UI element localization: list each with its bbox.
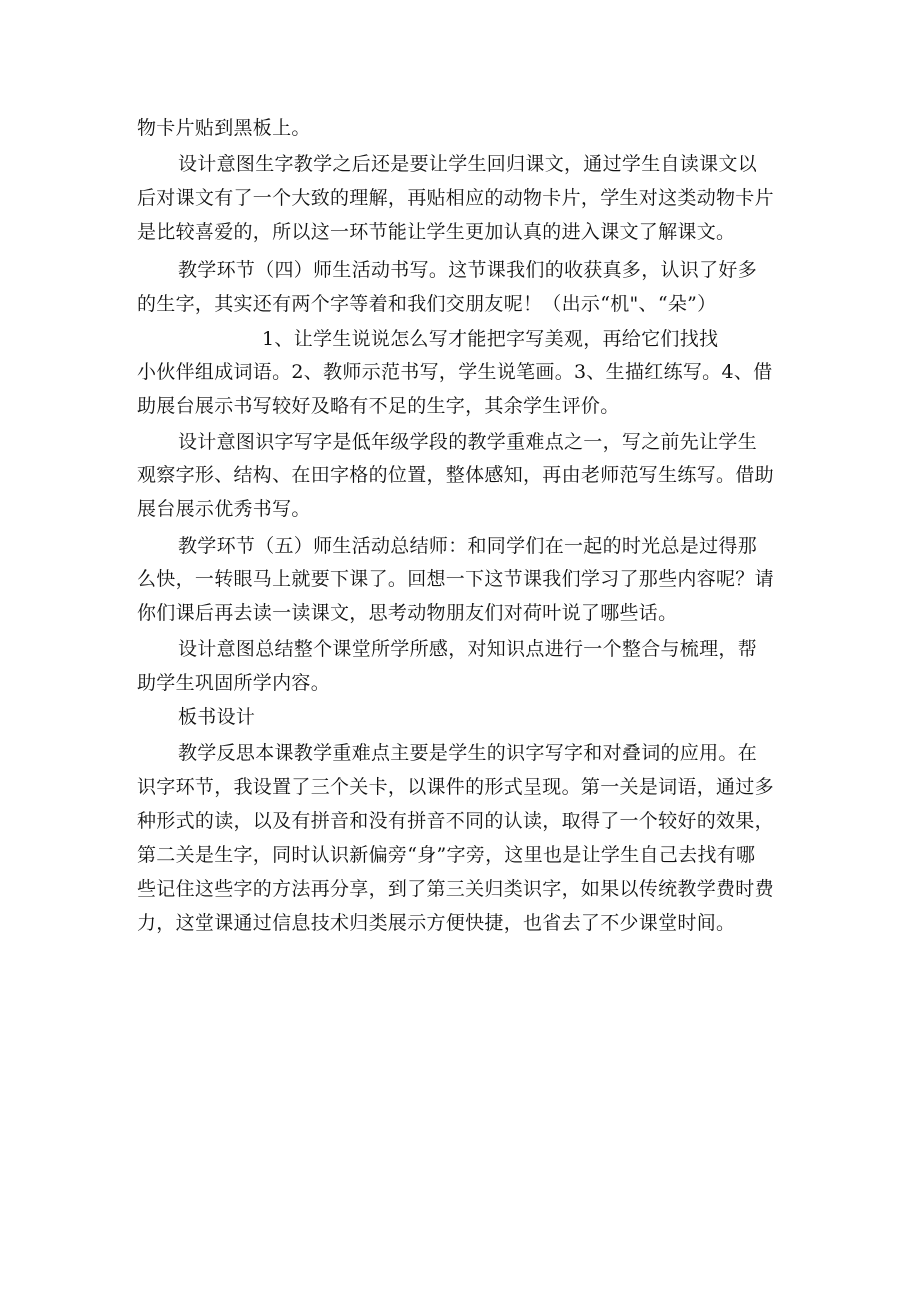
text-line: 后对课文有了一个大致的理解，再贴相应的动物卡片，学生对这类动物卡片 bbox=[137, 187, 774, 209]
text-line: 的生字，其实还有两个字等着和我们交朋友呢！（出示“机"、“朵”） bbox=[137, 293, 717, 315]
paragraph-design-intent-1: 设计意图生字教学之后还是要让学生回归课文，通过学生自读课文以 bbox=[178, 153, 758, 175]
text-line: 观察字形、结构、在田字格的位置，整体感知，再由老师范写生练写。借助 bbox=[137, 464, 774, 486]
paragraph-teaching-step-4: 教学环节（四）师生活动书写。这节课我们的收获真多，认识了好多 bbox=[178, 259, 758, 281]
paragraph-teaching-step-5: 教学环节（五）师生活动总结师：和同学们在一起的时光总是过得那 bbox=[178, 535, 758, 557]
text-line: 助学生巩固所学内容。 bbox=[137, 672, 331, 694]
paragraph-teaching-reflection: 教学反思本课教学重难点主要是学生的识字写字和对叠词的应用。在 bbox=[178, 742, 758, 764]
text-line: 物卡片贴到黑板上。 bbox=[137, 117, 311, 139]
text-line: 助展台展示书写较好及略有不足的生字，其余学生评价。 bbox=[137, 395, 620, 417]
text-line: 你们课后再去读一读课文，思考动物朋友们对荷叶说了哪些话。 bbox=[137, 602, 678, 624]
text-line: 些记住这些字的方法再分享，到了第三关归类识字，如果以传统教学费时费 bbox=[137, 878, 774, 900]
text-line: 展台展示优秀书写。 bbox=[137, 498, 311, 520]
text-line: 么快，一转眼马上就要下课了。回想一下这节课我们学习了那些内容呢？请 bbox=[137, 568, 774, 590]
text-line: 1、让学生说说怎么写才能把字写美观，再给它们找找 bbox=[262, 328, 719, 350]
text-line: 种形式的读，以及有拼音和没有拼音不同的认读，取得了一个较好的效果， bbox=[137, 810, 774, 832]
text-line: 识字环节，我设置了三个关卡，以课件的形式呈现。第一关是词语，通过多 bbox=[137, 776, 774, 798]
text-line: 第二关是生字，同时认识新偏旁“身”字旁，这里也是让学生自己去找有哪 bbox=[137, 844, 756, 866]
paragraph-design-intent-3: 设计意图总结整个课堂所学所感，对知识点进行一个整合与梳理，帮 bbox=[178, 638, 758, 660]
text-line: 力，这堂课通过信息技术归类展示方便快捷，也省去了不少课堂时间。 bbox=[137, 912, 736, 934]
text-line: 小伙伴组成词语。2、教师示范书写，学生说笔画。3、生描红练写。4、借 bbox=[137, 361, 773, 383]
section-heading-board-design: 板书设计 bbox=[178, 706, 256, 728]
text-line: 是比较喜爱的，所以这一环节能让学生更加认真的进入课文了解课文。 bbox=[137, 221, 736, 243]
paragraph-design-intent-2: 设计意图识字写字是低年级学段的教学重难点之一，写之前先让学生 bbox=[178, 431, 758, 453]
